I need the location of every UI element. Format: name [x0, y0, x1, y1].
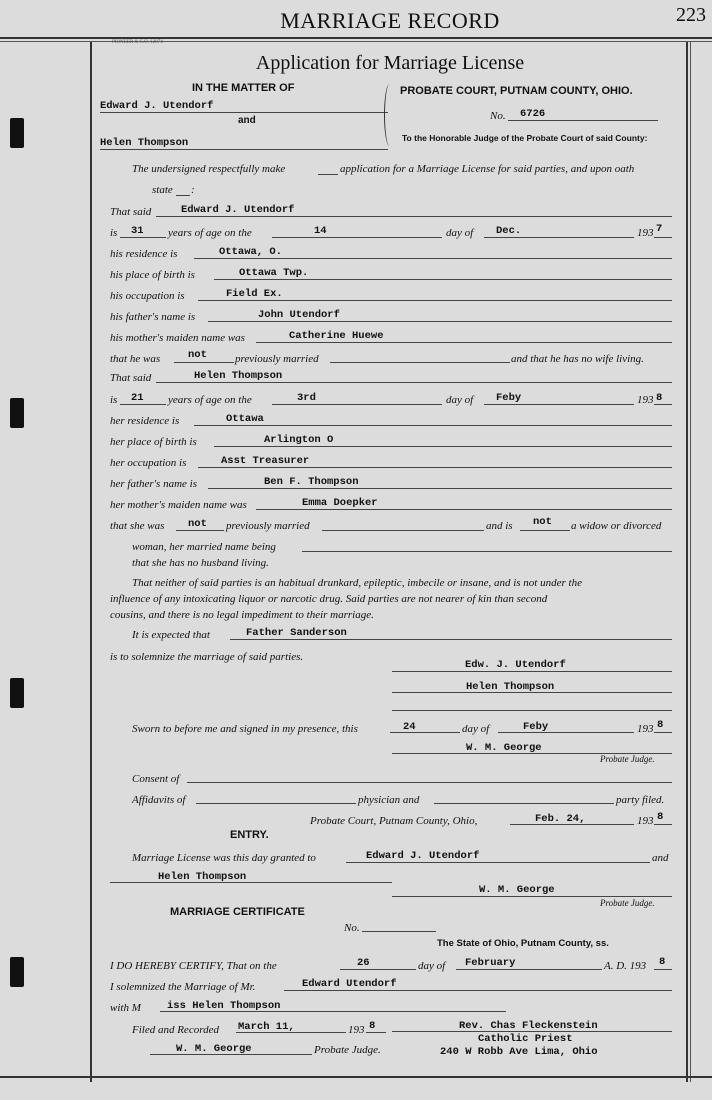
and-is-label: and is — [486, 520, 513, 532]
certificate-groom: Edward Utendorf — [302, 978, 397, 990]
mother-label: her mother's maiden name was — [110, 499, 247, 511]
underline — [160, 1011, 506, 1012]
mother-label: his mother's maiden name was — [110, 332, 245, 344]
certify-label: I DO HEREBY CERTIFY, That on the — [110, 960, 277, 972]
to-judge-line: To the Honorable Judge of the Probate Court of said County: — [402, 133, 648, 143]
filed-recorded-year: 8 — [369, 1020, 376, 1032]
top-rule-thin — [0, 41, 712, 42]
groom-age: 31 — [131, 225, 144, 237]
party-filed-label: party filed. — [616, 794, 665, 806]
underline — [120, 237, 166, 238]
binder-hole — [10, 398, 24, 428]
day-of-label: day of — [462, 723, 490, 735]
bride-birth-month: Feby — [496, 392, 522, 404]
bride-mother: Emma Doepker — [302, 497, 378, 509]
solemnized-label: I solemnized the Marriage of Mr. — [110, 981, 256, 993]
previously-married-label: that she was — [110, 520, 165, 532]
previously-married-rest: previously married — [226, 520, 310, 532]
affidavits-label: Affidavits of — [132, 794, 186, 806]
underline — [176, 530, 224, 531]
that-said-label: That said — [110, 372, 152, 384]
day-of-label: day of — [446, 227, 474, 239]
groom-name-header: Edward J. Utendorf — [100, 100, 214, 112]
priest-title: Catholic Priest — [478, 1033, 573, 1045]
underline — [346, 862, 650, 863]
day-of-label: day of — [418, 960, 446, 972]
underline — [198, 467, 672, 468]
binder-hole — [10, 957, 24, 987]
recording-judge-name: W. M. George — [176, 1043, 252, 1055]
with-label: with M — [110, 1002, 141, 1014]
underline — [214, 446, 672, 447]
filed-date: Feb. 24, — [535, 813, 586, 825]
bride-name-header: Helen Thompson — [100, 137, 189, 149]
underline — [176, 195, 190, 196]
sworn-judge-name: W. M. George — [466, 742, 542, 754]
bride-previously-married: not — [188, 518, 207, 530]
left-margin-rule — [90, 42, 92, 1082]
residence-label: her residence is — [110, 415, 180, 427]
binder-hole — [10, 118, 24, 148]
signature-line — [392, 710, 672, 711]
birthplace-label: his place of birth is — [110, 269, 195, 281]
marriage-month: February — [465, 957, 516, 969]
underline — [284, 990, 672, 991]
underline — [272, 404, 442, 405]
no-wife-living: and that he has no wife living. — [511, 353, 644, 365]
underline — [654, 732, 672, 733]
year-prefix: 193 — [637, 227, 654, 239]
groom-signature: Edw. J. Utendorf — [465, 659, 566, 671]
residence-label: his residence is — [110, 248, 178, 260]
married-name-label: woman, her married name being — [132, 541, 276, 553]
underline — [654, 969, 672, 970]
right-margin-rule-thin — [690, 42, 691, 1082]
sworn-year: 8 — [657, 719, 664, 731]
underline — [508, 120, 658, 121]
is-label: is — [110, 227, 118, 239]
sworn-month: Feby — [523, 721, 549, 733]
priest-address: 240 W Robb Ave Lima, Ohio — [440, 1046, 598, 1058]
entry-groom: Edward J. Utendorf — [366, 850, 480, 862]
entry-bride: Helen Thompson — [158, 871, 247, 883]
years-label: years of age on the — [168, 227, 252, 239]
groom-occupation: Field Ex. — [226, 288, 283, 300]
underline — [272, 237, 442, 238]
underline — [520, 530, 570, 531]
underline — [498, 732, 634, 733]
bride-widow-status: not — [533, 516, 552, 528]
underline — [174, 362, 234, 363]
underline — [456, 969, 602, 970]
groom-birth-year: 7 — [656, 223, 663, 235]
no-label: No. — [490, 110, 506, 122]
groom-mother: Catherine Huewe — [289, 330, 384, 342]
probate-judge-title: Probate Judge. — [600, 754, 655, 764]
underline — [362, 931, 436, 932]
anno-domini: A. D. 193 — [604, 960, 647, 972]
underline — [318, 174, 338, 175]
top-rule — [0, 37, 712, 39]
entry-judge-name: W. M. George — [479, 884, 555, 896]
record-title: MARRIAGE RECORD — [280, 8, 500, 33]
intro-text: The undersigned respectfully make — [132, 163, 286, 175]
intro-rest: application for a Marriage License for said parties, and upon oath — [340, 163, 635, 175]
page-number: 223 — [676, 4, 706, 26]
bride-birthplace: Arlington O — [264, 434, 334, 446]
underline — [100, 149, 388, 150]
marriage-day: 26 — [357, 957, 370, 969]
father-label: his father's name is — [110, 311, 196, 323]
groom-residence: Ottawa, O. — [219, 246, 283, 258]
no-husband-living: that she has no husband living. — [132, 557, 269, 569]
underline — [156, 382, 672, 383]
bride-name: Helen Thompson — [194, 370, 283, 382]
probate-judge-title: Probate Judge. — [600, 898, 655, 908]
signature-line — [392, 896, 672, 897]
bottom-rule — [0, 1076, 712, 1078]
signature-line — [392, 671, 672, 672]
groom-birthplace: Ottawa Twp. — [239, 267, 309, 279]
underline — [194, 258, 672, 259]
underline — [484, 404, 634, 405]
groom-father: John Utendorf — [258, 309, 340, 321]
underline — [156, 216, 672, 217]
bride-occupation: Asst Treasurer — [221, 455, 310, 467]
underline — [654, 237, 672, 238]
occupation-label: his occupation is — [110, 290, 185, 302]
groom-name: Edward J. Utendorf — [181, 204, 295, 216]
in-matter-label: IN THE MATTER OF — [192, 82, 295, 94]
underline — [256, 509, 672, 510]
state-colon: : — [191, 184, 195, 196]
statement-line-3: cousins, and there is no legal impediment to their marriage. — [110, 609, 374, 621]
underline — [208, 488, 672, 489]
statement-line-1: That neither of said parties is an habitual drunkard, epileptic, imbecile or insane, and is not under the — [132, 577, 582, 589]
filed-year: 8 — [657, 811, 664, 823]
underline — [654, 404, 672, 405]
that-said-label: That said — [110, 206, 152, 218]
certificate-heading: MARRIAGE CERTIFICATE — [170, 906, 305, 918]
underline — [390, 732, 460, 733]
underline — [256, 342, 672, 343]
bride-father: Ben F. Thompson — [264, 476, 359, 488]
entry-heading: ENTRY. — [230, 829, 269, 841]
underline — [654, 824, 672, 825]
right-margin-rule — [686, 42, 688, 1082]
underline — [330, 362, 510, 363]
application-title: Application for Marriage License — [255, 52, 525, 74]
state-county: The State of Ohio, Putnam County, ss. — [437, 938, 609, 949]
bride-age: 21 — [131, 392, 144, 404]
signature-line — [392, 1031, 672, 1032]
underline — [302, 551, 672, 552]
priest-name: Rev. Chas Fleckenstein — [459, 1020, 598, 1032]
previously-married-rest: previously married — [235, 353, 319, 365]
years-label: years of age on the — [168, 394, 252, 406]
underline — [198, 300, 672, 301]
groom-birth-month: Dec. — [496, 225, 522, 237]
underline — [510, 824, 634, 825]
filed-recorded-date: March 11, — [238, 1021, 295, 1033]
bride-residence: Ottawa — [226, 413, 264, 425]
sworn-label: Sworn to before me and signed in my presence, this — [132, 723, 358, 735]
underline — [187, 782, 672, 783]
underline — [366, 1032, 386, 1033]
occupation-label: her occupation is — [110, 457, 187, 469]
birthplace-label: her place of birth is — [110, 436, 197, 448]
binder-hole — [10, 678, 24, 708]
underline — [434, 803, 614, 804]
father-label: her father's name is — [110, 478, 197, 490]
underline — [236, 1032, 346, 1033]
underline — [484, 237, 634, 238]
underline — [150, 1054, 312, 1055]
underline — [340, 969, 416, 970]
certificate-bride: iss Helen Thompson — [167, 1000, 281, 1012]
statement-line-2: influence of any intoxicating liquor or narcotic drug. Said parties are not nearer of kin than second — [110, 593, 548, 605]
and-label: and — [652, 852, 669, 864]
underline — [230, 639, 672, 640]
year-prefix: 193 — [637, 815, 654, 827]
state-label: state — [152, 184, 173, 196]
day-of-label: day of — [446, 394, 474, 406]
officiant-name: Father Sanderson — [246, 627, 347, 639]
widow-rest: a widow or divorced — [571, 520, 662, 532]
bride-birth-year: 8 — [656, 392, 663, 404]
court-name: PROBATE COURT, PUTNAM COUNTY, OHIO. — [400, 85, 633, 97]
printer-mark: PIONEER & C.O. 12874 — [112, 40, 163, 45]
license-granted-label: Marriage License was this day granted to — [132, 852, 316, 864]
signature-line — [392, 692, 672, 693]
underline — [120, 404, 166, 405]
underline — [196, 803, 356, 804]
physician-label: physician and — [358, 794, 420, 806]
groom-birth-day: 14 — [314, 225, 327, 237]
filed-recorded-label: Filed and Recorded — [132, 1024, 219, 1036]
court-location: Probate Court, Putnam County, Ohio, — [310, 815, 478, 827]
brace — [384, 84, 395, 146]
groom-previously-married: not — [188, 349, 207, 361]
and-label: and — [238, 115, 256, 126]
bride-birth-day: 3rd — [297, 392, 316, 404]
year-prefix: 193 — [637, 723, 654, 735]
underline — [208, 321, 672, 322]
bride-signature: Helen Thompson — [466, 681, 555, 693]
underline — [100, 112, 388, 113]
is-label: is — [110, 394, 118, 406]
underline — [322, 530, 484, 531]
consent-label: Consent of — [132, 773, 180, 785]
application-number: 6726 — [520, 108, 546, 120]
underline — [214, 279, 672, 280]
underline — [110, 882, 392, 883]
year-prefix: 193 — [348, 1024, 365, 1036]
certificate-no-label: No. — [344, 922, 360, 934]
expected-label: It is expected that — [132, 629, 210, 641]
previously-married-label: that he was — [110, 353, 161, 365]
sworn-day: 24 — [403, 721, 416, 733]
marriage-year: 8 — [659, 956, 666, 968]
solemnize-text: is to solemnize the marriage of said parties. — [110, 651, 304, 663]
underline — [194, 425, 672, 426]
year-prefix: 193 — [637, 394, 654, 406]
probate-judge-title: Probate Judge. — [314, 1044, 381, 1056]
